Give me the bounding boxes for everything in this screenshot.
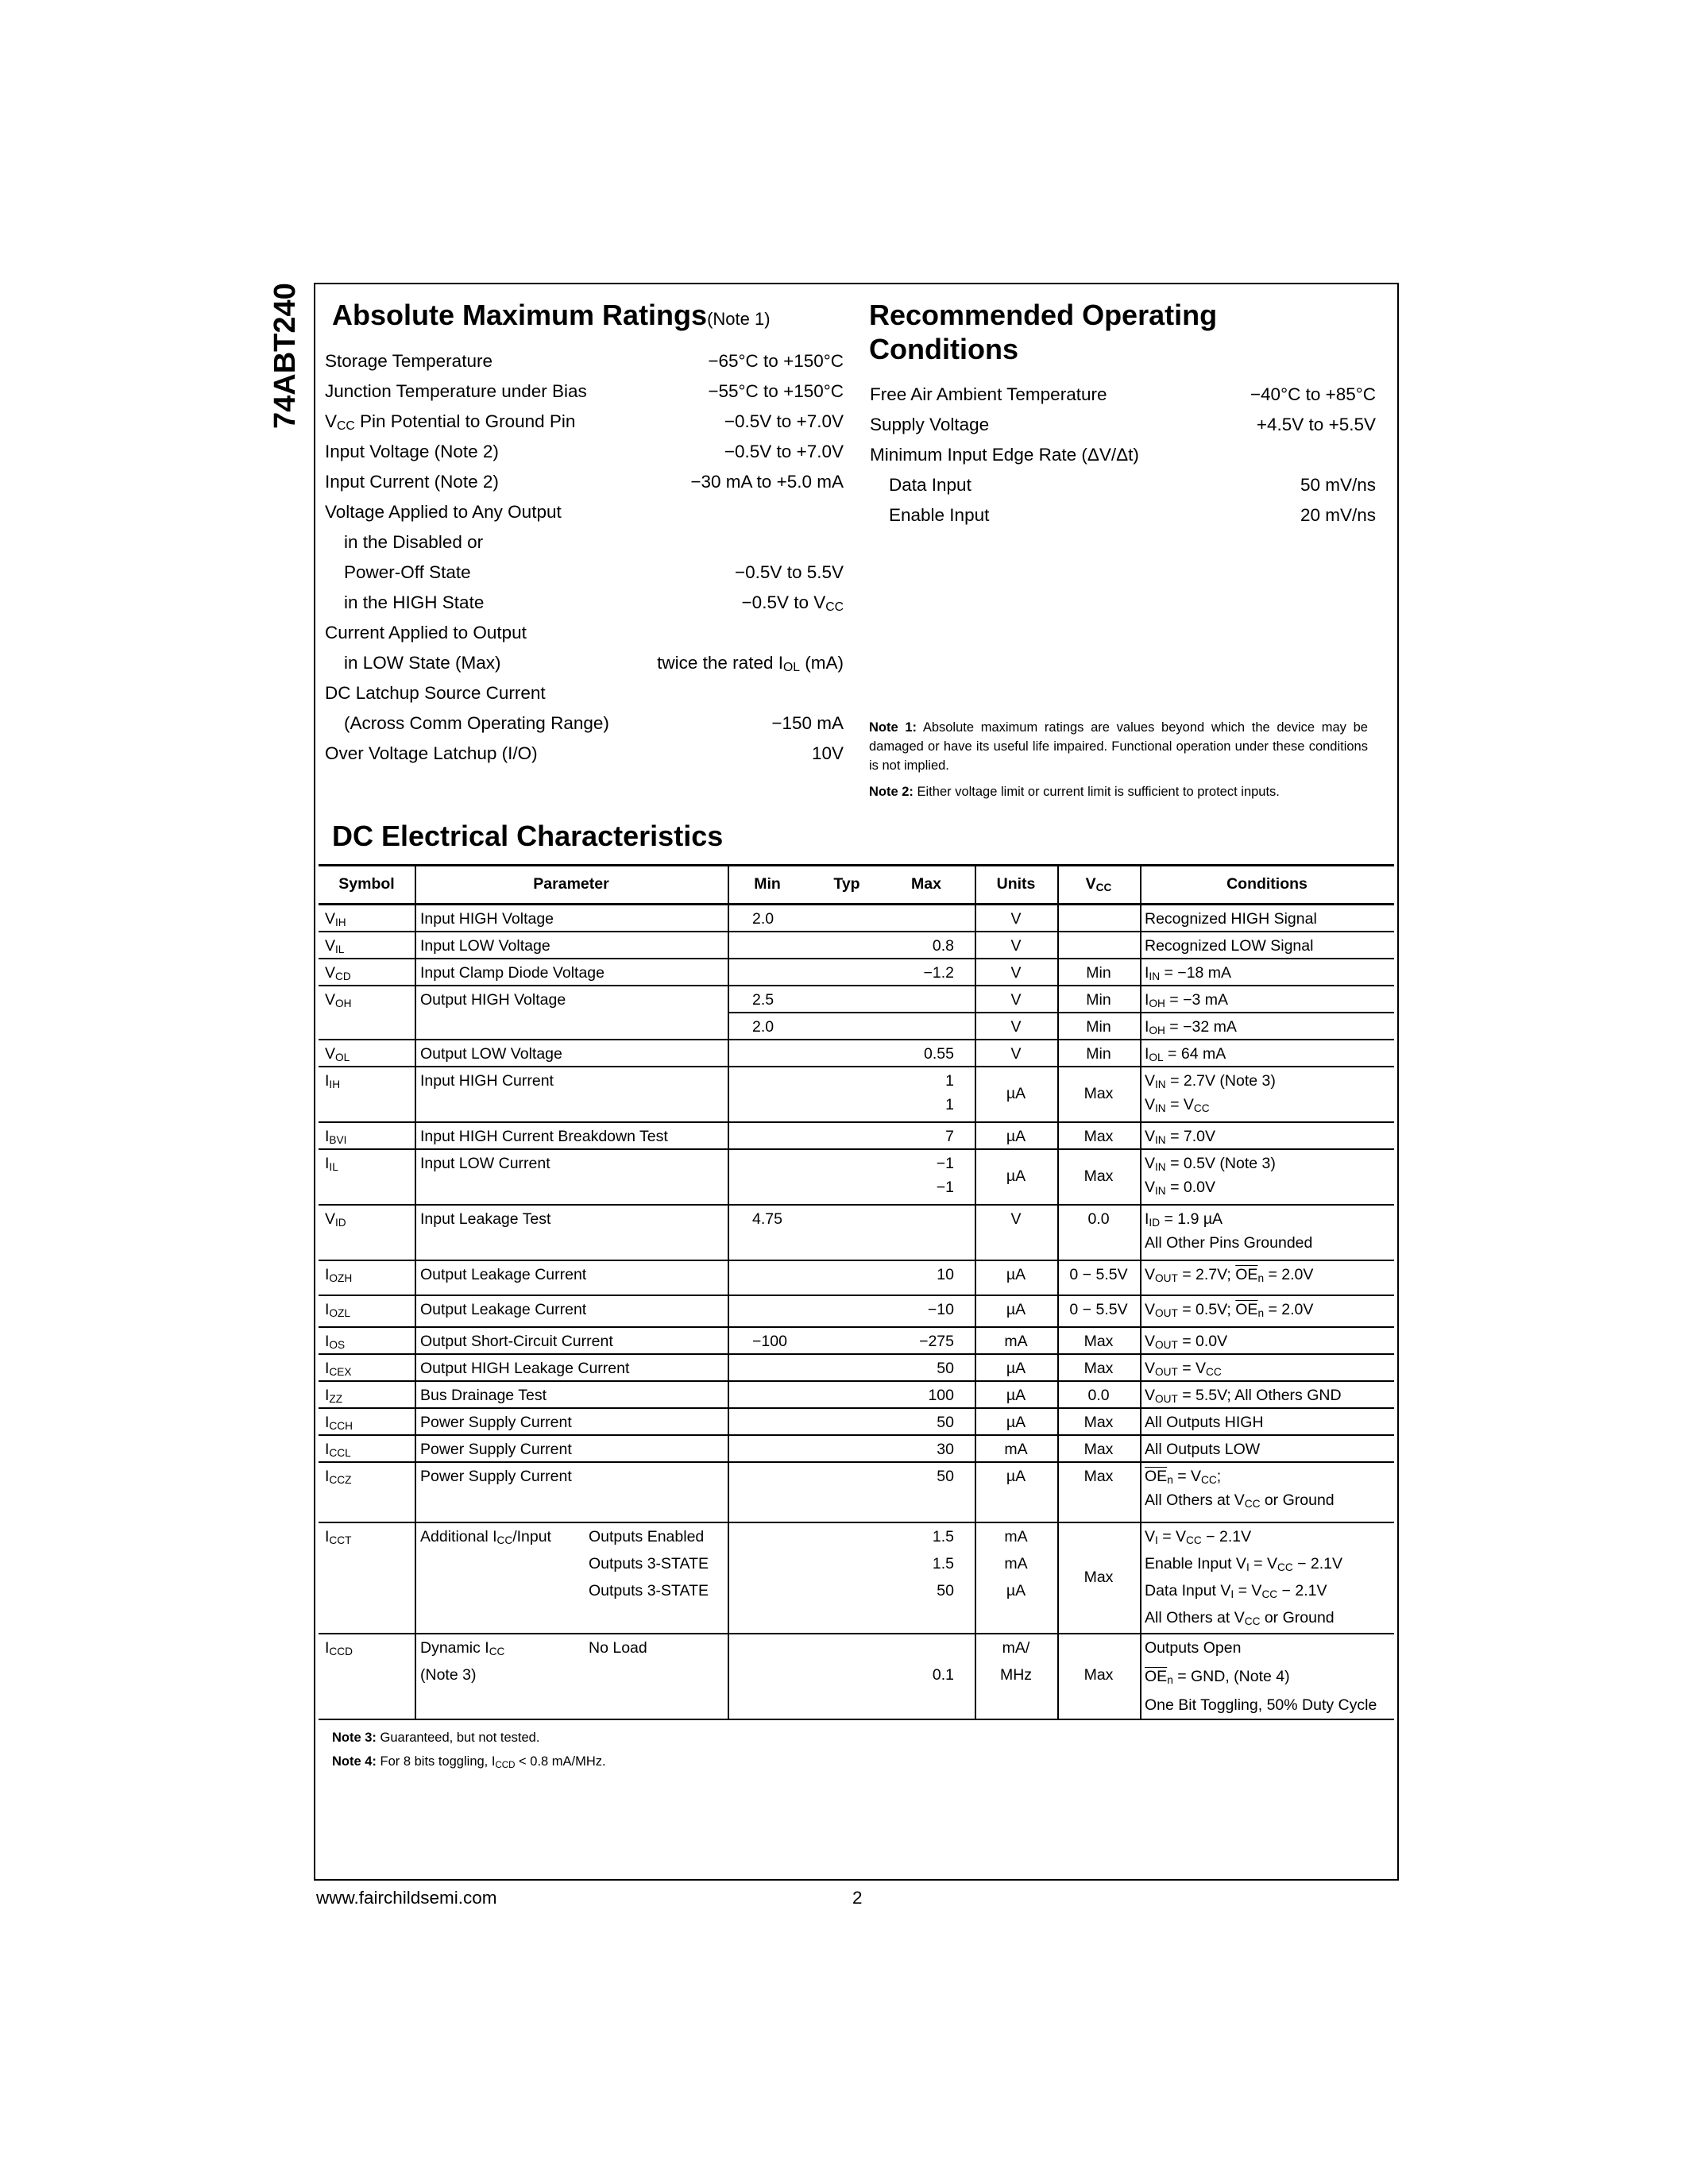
cell-sub-parameter: Outputs Enabled [589,1528,705,1545]
cell-parameter: Output Leakage Current [420,1266,587,1283]
abs-max-value: twice the rated $I_{OL}$ (mA) [657,653,844,674]
cell-units: mA [1004,1441,1028,1458]
table-row [319,1150,1394,1206]
cell-max: 0.8 [932,937,954,955]
abs-max-label: Over Voltage Latchup (I/O) [325,743,538,763]
cell-conditions: All Other Pins Grounded [1145,1234,1313,1252]
cell-symbol: $I_{CCD}$ [325,1639,353,1657]
rec-op-title-line2: Conditions [869,333,1018,365]
cell-max: 1 [945,1096,954,1113]
table-row [319,1634,1394,1720]
table-row [319,1123,1394,1150]
cell-conditions: $V_{OUT} = 0.5V$; $\overline{OE}_n = 2.0V$ [1145,1301,1314,1319]
cell-conditions: $V_{IN} = 0.5V$ (Note 3) [1145,1155,1276,1173]
cell-units: V [1010,1045,1022,1063]
cell-parameter: Input Leakage Test [420,1210,551,1228]
cell-parameter: Bus Drainage Test [420,1387,547,1404]
cell-units: mA [1004,1555,1028,1572]
abs-max-value: −30 mA to +5.0 mA [690,472,844,492]
abs-max-label: in the HIGH State [344,592,485,612]
cell-conditions: $I_{IN} = -18$ mA [1145,964,1232,982]
cell-vcc: Max [1083,1085,1114,1102]
rec-op-label: Minimum Input Edge Rate (ΔV/Δt) [870,445,1139,465]
table-row [319,1523,1394,1634]
header-parameter: Parameter [533,875,609,893]
cell-conditions: $V_{OUT} = 0.0V$ [1145,1333,1228,1351]
cell-parameter: Output Leakage Current [420,1301,587,1318]
cell-conditions: $V_{IN} = V_{CC}$ [1145,1096,1210,1114]
cell-units: mA [1004,1333,1028,1350]
cell-units: V [1010,1018,1022,1036]
dc-table [319,864,1394,1720]
cell-conditions: $V_{OUT} = 5.5V$; All Others GND [1145,1387,1342,1405]
cell-parameter: Additional $I_{CC}$/Input [420,1528,551,1546]
cell-min: −100 [752,1333,787,1350]
abs-max-value: −150 mA [771,713,844,733]
cell-conditions: Outputs Open [1145,1639,1242,1657]
note-4-text: For 8 bits toggling, $I_{CCD} < 0.8$ mA/MHz. [380,1754,606,1770]
cell-symbol: $I_{ZZ}$ [325,1387,343,1405]
cell-vcc: Max [1083,1468,1114,1485]
cell-symbol: $V_{IH}$ [325,910,346,928]
abs-max-value: −0.5V to $V_{CC}$ [741,592,844,614]
rec-op-label: Data Input [889,475,971,495]
table-row [319,1463,1394,1523]
cell-min: 2.0 [752,1018,774,1036]
cell-conditions: Enable Input $V_I = V_{CC} - 2.1V$ [1145,1555,1343,1573]
table-row [319,932,1394,959]
cell-units: V [1010,964,1022,982]
cell-max: 0.55 [924,1045,954,1063]
cell-conditions: All Outputs HIGH [1145,1414,1264,1431]
cell-max: 1.5 [932,1528,954,1545]
abs-max-value: −55°C to +150°C [708,381,844,401]
cell-max: 1 [945,1072,954,1090]
abs-max-label: Junction Temperature under Bias [325,381,587,401]
cell-symbol: $I_{CEX}$ [325,1360,352,1378]
abs-max-label: in the Disabled or [344,532,484,552]
table-row [319,1261,1394,1296]
cell-vcc: Min [1086,991,1111,1009]
cell-max: −10 [927,1301,954,1318]
abs-max-label: Storage Temperature [325,351,492,371]
note-3: Note 3: Guaranteed, but not tested. [332,1731,540,1745]
cell-max: 50 [937,1468,954,1485]
header-conditions: Conditions [1226,875,1308,893]
cell-parameter: Input LOW Voltage [420,937,550,955]
abs-max-label: Input Voltage (Note 2) [325,442,499,461]
cell-sub-parameter: Outputs 3-STATE [589,1582,709,1599]
rec-op-value: −40°C to +85°C [1250,384,1376,404]
cell-vcc: Min [1086,964,1111,982]
cell-units: µA [1006,1167,1026,1185]
cell-vcc: Min [1086,1018,1111,1036]
cell-max: 1.5 [932,1555,954,1572]
cell-vcc: Max [1083,1414,1114,1431]
note-2: Note 2: Either voltage limit or current limit is sufficient to protect inputs. [869,785,1280,799]
column-divider [975,864,976,1720]
cell-units: µA [1006,1266,1026,1283]
header-min: Min [754,875,781,893]
cell-units: µA [1006,1414,1026,1431]
cell-parameter: Dynamic $I_{CC}$ [420,1639,505,1657]
cell-vcc: Max [1083,1333,1114,1350]
cell-min: 4.75 [752,1210,782,1228]
column-divider [1140,864,1141,1720]
cell-vcc: 0.0 [1087,1387,1110,1404]
cell-max: 0.1 [932,1666,954,1684]
table-row [319,1382,1394,1409]
abs-max-label: Power-Off State [344,562,471,582]
cell-parameter: Input LOW Current [420,1155,550,1172]
cell-conditions: Data Input $V_I = V_{CC} - 2.1V$ [1145,1582,1327,1600]
rec-op-label: Supply Voltage [870,415,990,434]
header-vcc: $V_{CC}$ [1085,875,1112,893]
cell-max: 10 [937,1266,954,1283]
rec-op-title-line1: Recommended Operating [869,299,1218,331]
cell-conditions: All Outputs LOW [1145,1441,1261,1458]
cell-units: µA [1006,1085,1026,1102]
cell-units: µA [1006,1582,1026,1599]
rec-op-label: Enable Input [889,505,990,525]
table-row [319,1206,1394,1261]
cell-parameter: Power Supply Current [420,1414,572,1431]
cell-conditions: Recognized HIGH Signal [1145,910,1317,928]
cell-units: µA [1006,1468,1026,1485]
cell-parameter: Input HIGH Current [420,1072,554,1090]
cell-min: 2.0 [752,910,774,928]
cell-units: µA [1006,1387,1026,1404]
side-part-number: 74ABT240 [268,283,302,429]
cell-conditions: Recognized LOW Signal [1145,937,1314,955]
cell-conditions: One Bit Toggling, 50% Duty Cycle [1145,1696,1377,1714]
cell-vcc: 0 − 5.5V [1069,1266,1128,1283]
cell-max: 100 [928,1387,954,1404]
cell-max: −1 [936,1155,954,1172]
cell-units: µA [1006,1301,1026,1318]
rec-op-value: 20 mV/ns [1300,505,1376,525]
rec-op-heading [869,298,1217,366]
cell-units: µA [1006,1360,1026,1377]
abs-max-value: −0.5V to +7.0V [724,411,844,431]
cell-symbol: $I_{OZH}$ [325,1266,353,1284]
cell-units: MHz [999,1666,1033,1684]
cell-conditions: $I_{OL} = 64$ mA [1145,1045,1226,1063]
cell-symbol: $I_{CCL}$ [325,1441,351,1459]
cell-conditions: $V_{OUT} = V_{CC}$ [1145,1360,1222,1378]
cell-parameter: Output LOW Voltage [420,1045,562,1063]
cell-vcc: 0 − 5.5V [1069,1301,1128,1318]
cell-symbol: $I_{OS}$ [325,1333,346,1351]
cell-symbol: $I_{CCZ}$ [325,1468,352,1486]
note-1: Note 1: Absolute maximum ratings are values beyond which the device may be damaged or have its useful life impaired. Functional operation under these conditions is not implied. [869,720,1368,773]
cell-symbol: $V_{OL}$ [325,1045,350,1063]
abs-max-label: Current Applied to Output [325,623,527,642]
cell-conditions: All Others at $V_{CC}$ or Ground [1145,1609,1335,1627]
cell-units: mA/ [1002,1639,1030,1657]
cell-conditions: $I_{ID} = 1.9$ µA [1145,1210,1223,1229]
cell-conditions: $V_{OUT} = 2.7V$; $\overline{OE}_n = 2.0V$ [1145,1266,1314,1284]
abs-max-title: Absolute Maximum Ratings [332,299,708,331]
cell-conditions: $\overline{OE}_n = V_{CC}$; [1145,1468,1222,1486]
column-divider [728,864,729,1720]
cell-conditions: $\overline{OE}_n$ = GND, (Note 4) [1145,1668,1290,1686]
column-divider [1057,864,1059,1720]
header-units: Units [996,875,1036,893]
header-symbol: Symbol [338,875,395,893]
table-row [319,1436,1394,1463]
cell-max: 30 [937,1441,954,1458]
cell-vcc: Max [1083,1666,1114,1684]
table-row [319,905,1394,932]
cell-parameter: Output Short-Circuit Current [420,1333,613,1350]
cell-symbol: $V_{CD}$ [325,964,351,982]
cell-symbol: $I_{OZL}$ [325,1301,350,1319]
cell-symbol: $I_{BVI}$ [325,1128,347,1146]
footer-url[interactable]: www.fairchildsemi.com [316,1888,497,1908]
cell-conditions: $V_I = V_{CC} - 2.1V$ [1145,1528,1252,1546]
cell-max: −275 [919,1333,954,1350]
cell-vcc: Max [1083,1167,1114,1185]
cell-conditions: $V_{IN} = 0.0V$ [1145,1179,1216,1197]
cell-vcc: Max [1083,1360,1114,1377]
cell-symbol: $I_{CCH}$ [325,1414,353,1432]
cell-min: 2.5 [752,991,774,1009]
rec-op-value: +4.5V to +5.5V [1256,415,1376,434]
cell-symbol: $I_{CCT}$ [325,1528,352,1546]
cell-symbol: $I_{IL}$ [325,1155,338,1173]
table-row-divider [728,986,1394,1013]
cell-units: V [1010,991,1022,1009]
abs-max-value: −65°C to +150°C [708,351,844,371]
cell-vcc: 0.0 [1087,1210,1110,1228]
cell-parameter: Input HIGH Current Breakdown Test [420,1128,668,1145]
table-row [319,1355,1394,1382]
cell-max: 50 [937,1414,954,1431]
cell-conditions: All Others at $V_{CC}$ or Ground [1145,1491,1335,1510]
cell-vcc: Max [1083,1569,1114,1586]
cell-parameter: Output HIGH Leakage Current [420,1360,630,1377]
cell-units: V [1010,910,1022,928]
table-row [319,1409,1394,1436]
header-max: Max [911,875,941,893]
cell-max: 50 [937,1360,954,1377]
cell-parameter: (Note 3) [420,1666,477,1684]
note-4: Note 4: For 8 bits toggling, $I_{CCD} < 0.8$ mA/MHz. [332,1754,606,1770]
abs-max-label: $V_{CC}$ Pin Potential to Ground Pin [325,411,576,433]
abs-max-heading [332,298,771,336]
abs-max-title-note: (Note 1) [707,309,771,329]
cell-units: V [1010,937,1022,955]
cell-sub-parameter: No Load [589,1639,647,1657]
header-typ: Typ [833,875,860,893]
dc-table-header [319,864,1394,905]
abs-max-label: DC Latchup Source Current [325,683,546,703]
cell-max: −1 [936,1179,954,1196]
cell-max: −1.2 [923,964,954,982]
cell-max: 50 [937,1582,954,1599]
rec-op-value: 50 mV/ns [1300,475,1376,495]
page-number: 2 [852,1888,863,1908]
table-row [319,1328,1394,1355]
cell-conditions: $V_{IN} = 7.0V$ [1145,1128,1216,1146]
cell-conditions: $I_{OH} = -32$ mA [1145,1018,1237,1036]
cell-symbol: $V_{OH}$ [325,991,352,1009]
cell-symbol: $V_{IL}$ [325,937,345,955]
cell-sub-parameter: Outputs 3-STATE [589,1555,709,1572]
cell-conditions: $V_{IN} = 2.7V$ (Note 3) [1145,1072,1276,1090]
cell-units: µA [1006,1128,1026,1145]
cell-conditions: $I_{OH} = -3$ mA [1145,991,1229,1009]
cell-parameter: Power Supply Current [420,1468,572,1485]
cell-units: V [1010,1210,1022,1228]
cell-vcc: Max [1083,1128,1114,1145]
abs-max-label: (Across Comm Operating Range) [344,713,609,733]
abs-max-label: in LOW State (Max) [344,653,501,673]
dc-title: DC Electrical Characteristics [332,820,724,852]
table-row [319,1067,1394,1123]
cell-parameter: Input HIGH Voltage [420,910,554,928]
table-row [319,959,1394,986]
abs-max-label: Input Current (Note 2) [325,472,499,492]
cell-parameter: Power Supply Current [420,1441,572,1458]
cell-units: mA [1004,1528,1028,1545]
table-row [319,1013,1394,1040]
cell-max: 7 [945,1128,954,1145]
cell-symbol: $V_{ID}$ [325,1210,346,1229]
abs-max-value: −0.5V to +7.0V [724,442,844,461]
abs-max-value: −0.5V to 5.5V [735,562,844,582]
cell-parameter: Output HIGH Voltage [420,991,566,1009]
table-row [319,1296,1394,1328]
cell-vcc: Min [1086,1045,1111,1063]
abs-max-label: Voltage Applied to Any Output [325,502,562,522]
table-row [319,1040,1394,1067]
cell-vcc: Max [1083,1441,1114,1458]
cell-symbol: $I_{IH}$ [325,1072,341,1090]
rec-op-label: Free Air Ambient Temperature [870,384,1107,404]
column-divider [415,864,416,1720]
abs-max-value: 10V [811,743,844,763]
cell-parameter: Input Clamp Diode Voltage [420,964,605,982]
